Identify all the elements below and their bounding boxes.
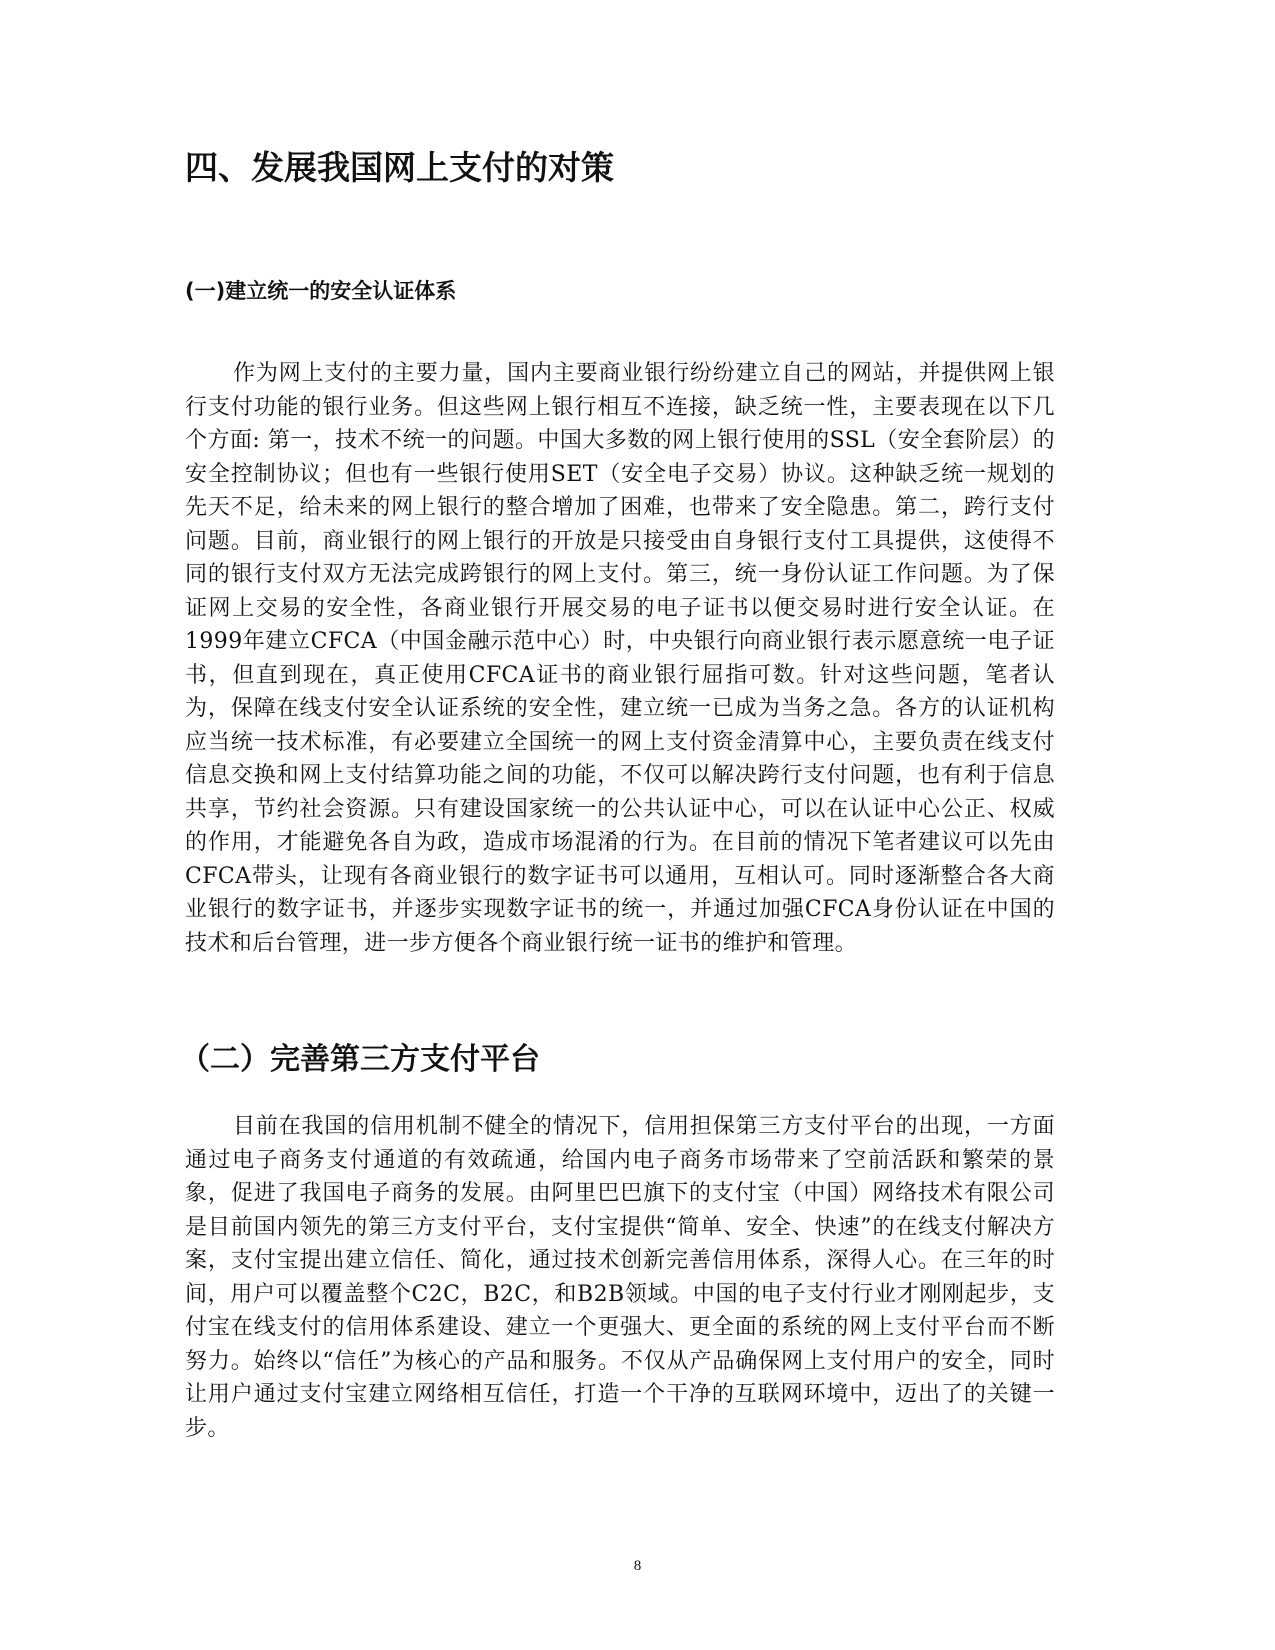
section-1-heading: (一)建立统一的安全认证体系 bbox=[185, 279, 457, 303]
section-2-paragraph: 目前在我国的信用机制不健全的情况下，信用担保第三方支付平台的出现，一方面通过电子商务支付通道的有效疏通，给国内电子商务市场带来了空前活跃和繁荣的景象，促进了我国电子商务的发展。由阿里巴巴旗下的支付宝（中国）网络技术有限公司是目前国内领先的第三方支付平台，支付宝提供“简单、安全、快速”的在线支付解决方案，支付宝提出建立信任、简化，通过技术创新完善信用体系，深得人心。在三年的时间，用户可以覆盖整个C2C，B2C，和B2B领域。中国的电子支付行业才刚刚起步，支付宝在线支付的信用体系建设、建立一个更强大、更全面的系统的网上支付平台而不断努力。始终以“信任”为核心的产品和服务。不仅从产品确保网上支付用户的安全，同时让用户通过支付宝建立网络相互信任，打造一个干净的互联网环境中，迈出了的关键一步。 bbox=[185, 1114, 1055, 1441]
section-1-paragraph: 作为网上支付的主要力量，国内主要商业银行纷纷建立自己的网站，并提供网上银行支付功能的银行业务。但这些网上银行相互不连接，缺乏统一性，主要表现在以下几个方面: 第一，技术不统一的问题。中国大多数的网上银行使用的SSL（安全套阶层）的安全控制协议；但也有一些银行使用SET（安全电子交易）协议。这种缺乏统一规划的先天不足，给未来的网上银行的整合增加了困难，也带来了安全隐患。第二，跨行支付问题。目前，商业银行的网上银行的开放是只接受由自身银行支付工具提供，这使得不同的银行支付双方无法完成跨银行的网上支付。第三，统一身份认证工作问题。为了保证网上交易的安全性，各商业银行开展交易的电子证书以便交易时进行安全认证。在1999年建立CFCA（中国金融示范中心）时，中央银行向商业银行表示愿意统一电子证书，但直到现在，真正使用CFCA证书的商业银行屈指可数。针对这些问题，笔者认为，保障在线支付安全认证系统的安全性，建立统一已成为当务之急。各方的认证机构应当统一技术标准，有必要建立全国统一的网上支付资金清算中心，主要负责在线支付信息交换和网上支付结算功能之间的功能，不仅可以解决跨行支付问题，也有利于信息共享，节约社会资源。只有建设国家统一的公共认证中心，可以在认证中心公正、权威的作用，才能避免各自为政，造成市场混淆的行为。在目前的情况下笔者建议可以先由CFCA带头，让现有各商业银行的数字证书可以通用，互相认可。同时逐渐整合各大商业银行的数字证书，并逐步实现数字证书的统一，并通过加强CFCA身份认证在中国的技术和后台管理，进一步方便各个商业银行统一证书的维护和管理。 bbox=[185, 361, 1055, 956]
chapter-heading: 四、发展我国网上支付的对策 bbox=[185, 148, 614, 187]
section-2-heading: （二）完善第三方支付平台 bbox=[180, 1042, 540, 1077]
page-number: 8 bbox=[633, 1558, 642, 1574]
